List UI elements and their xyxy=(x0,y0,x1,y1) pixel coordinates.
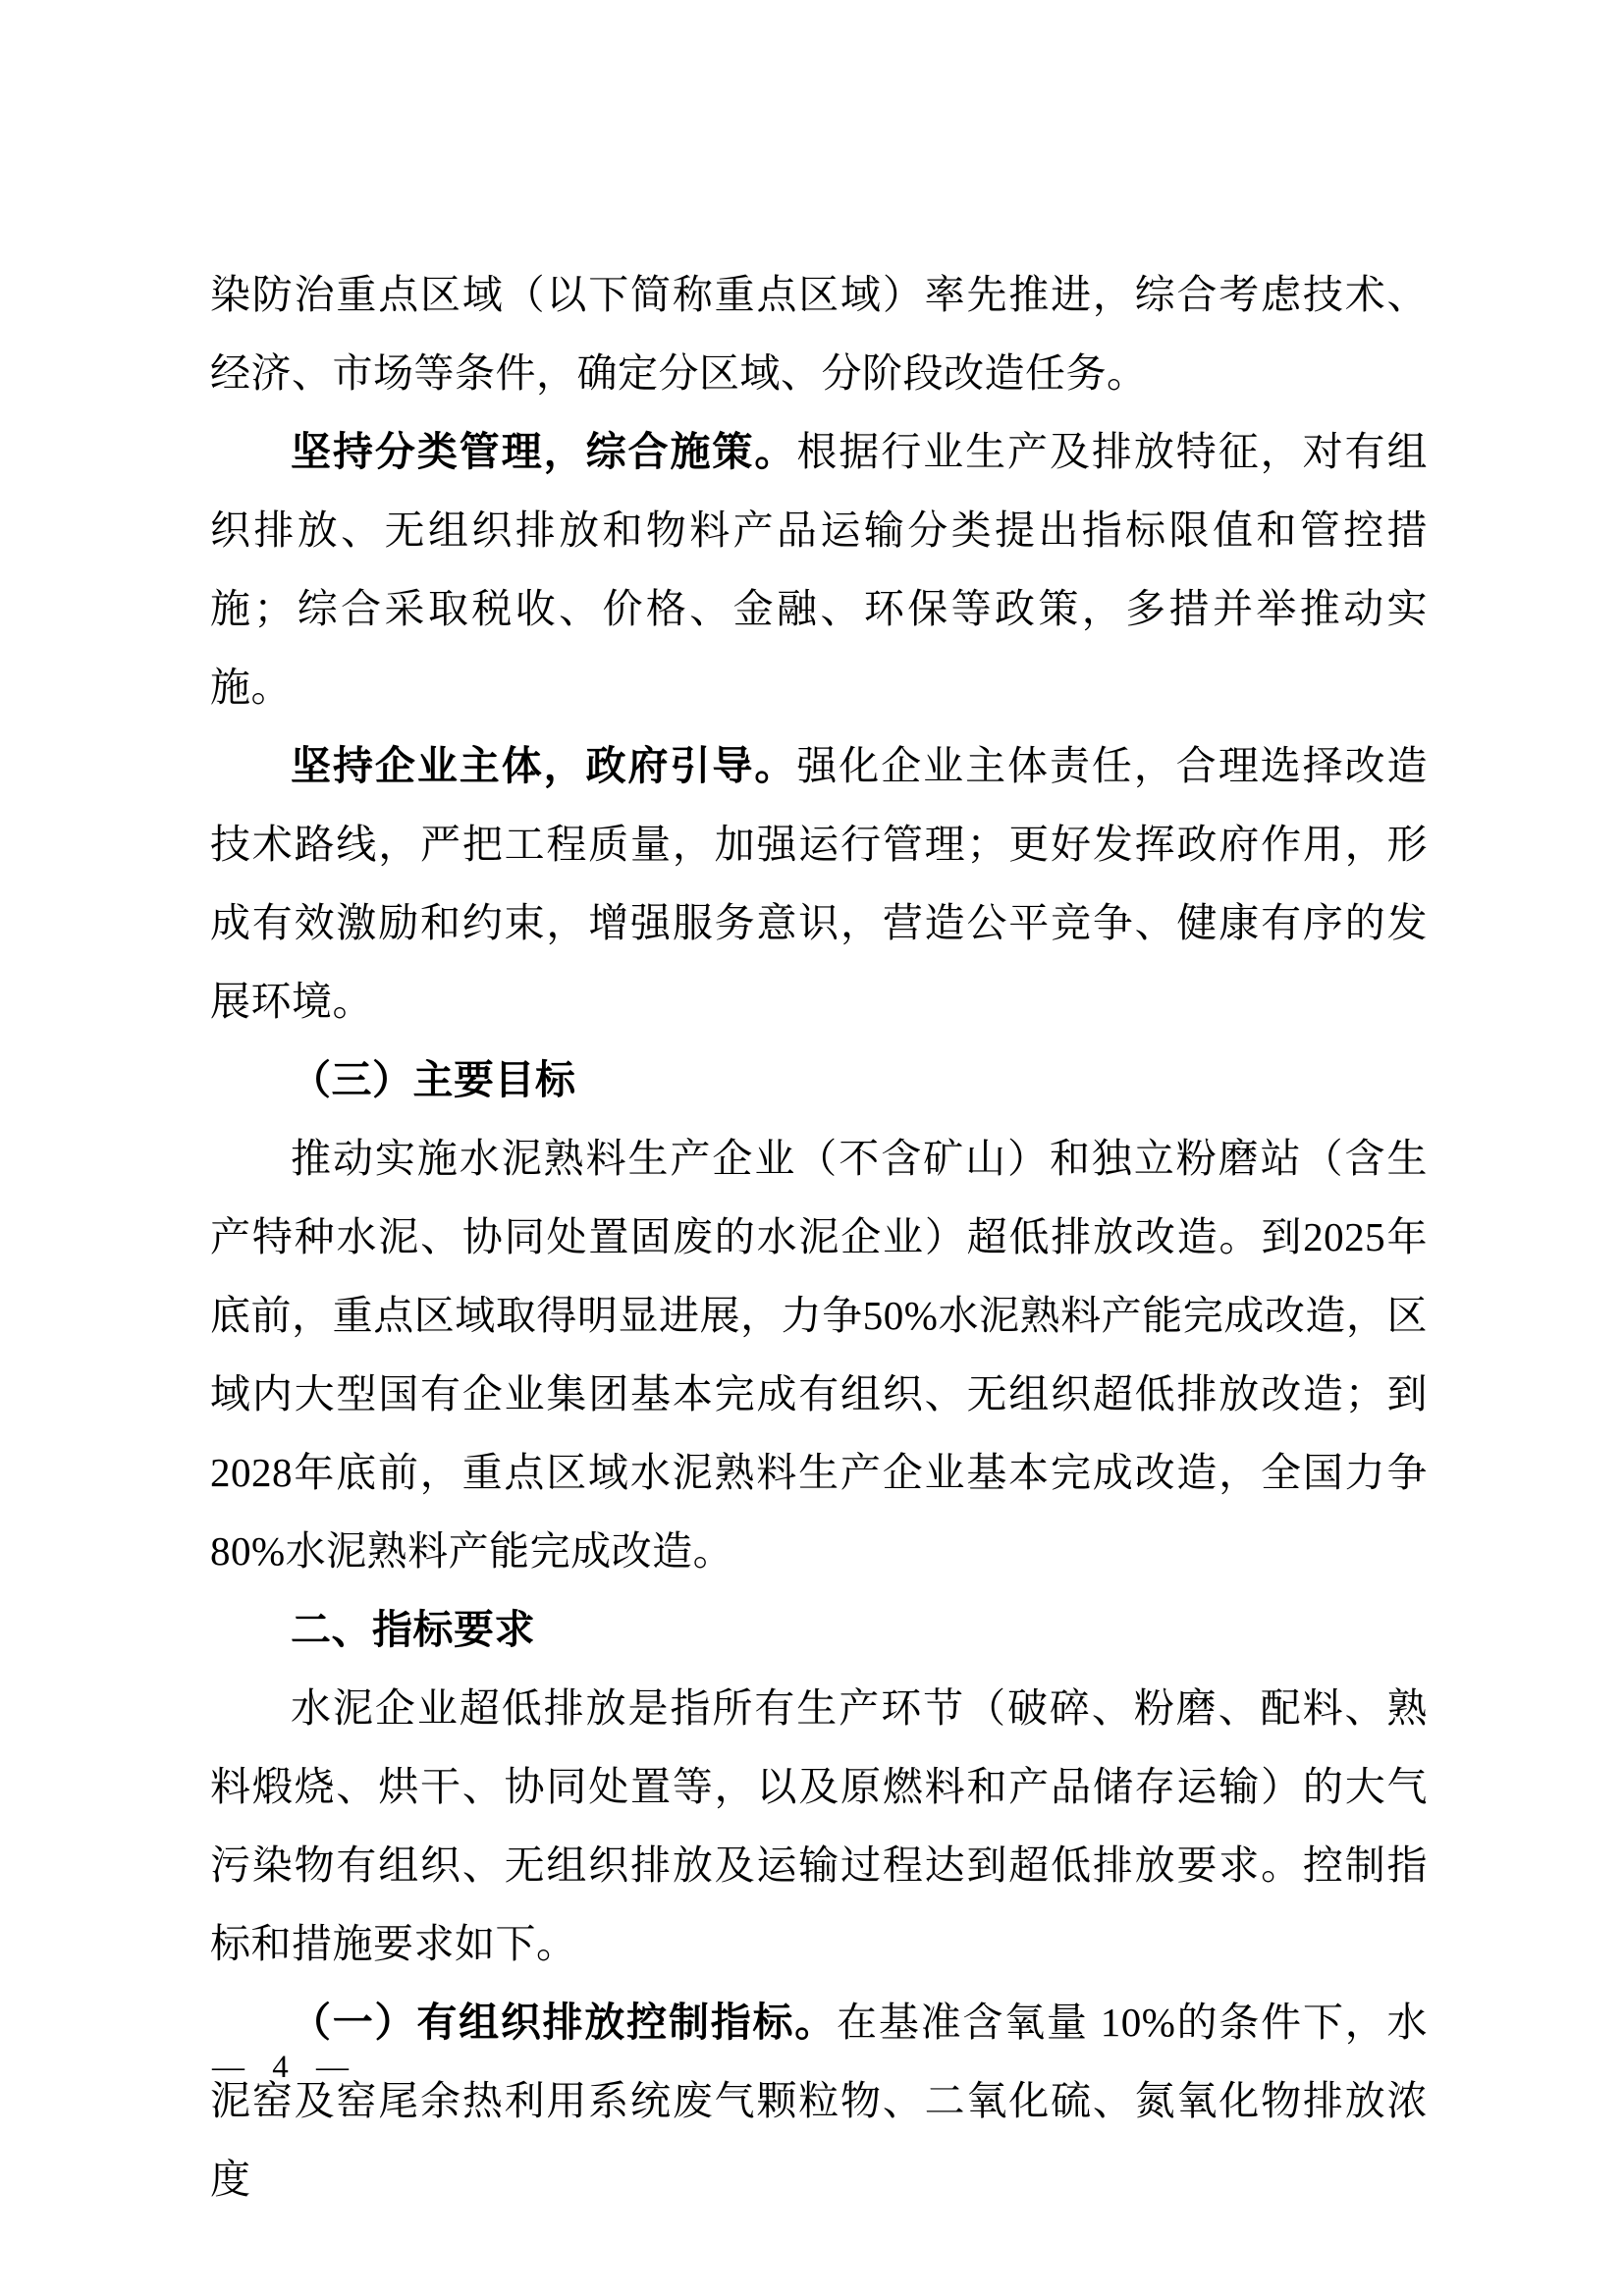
para-goals-text: 推动实施水泥熟料生产企业（不含矿山）和独立粉磨站（含生产特种水泥、协同处置固废的水泥企业）超低排放改造。到2025年底前，重点区域取得明显进展，力争50%水泥熟料产能完成改造，区域内大型国有企业集团基本完成有组织、无组织超低排放改造；到2028年底前，重点区域水泥熟料生产企业基本完成改造，全国力争80%水泥熟料产能完成改造。 xyxy=(210,1136,1428,1574)
para-continuation xyxy=(210,255,1428,412)
para-principle-classification-text: 根据行业生产及排放特征，对有组织排放、无组织排放和物料产品运输分类提出指标限值和管控措施；综合采取税收、价格、金融、环保等政策，多措并举推动实施。 xyxy=(210,429,1429,710)
page-footer xyxy=(212,2048,349,2087)
para-ultra-low-definition-text: 水泥企业超低排放是指所有生产环节（破碎、粉磨、配料、熟料煅烧、烘干、协同处置等，以及原燃料和产品储存运输）的大气污染物有组织、无组织排放及运输过程达到超低排放要求。控制指标和措施要求如下。 xyxy=(210,1685,1428,1966)
para-organized-emission-lead: （一）有组织排放控制指标。 xyxy=(291,2000,838,2045)
para-goals xyxy=(210,1119,1428,1590)
para-principle-classification-lead: 坚持分类管理，综合施策。 xyxy=(291,429,797,474)
heading-indicator-requirements xyxy=(210,1590,1428,1669)
para-principle-classification xyxy=(210,412,1428,726)
document-body xyxy=(210,255,1428,2218)
para-continuation-text: 染防治重点区域（以下简称重点区域）率先推进，综合考虑技术、经济、市场等条件，确定分区域、分阶段改造任务。 xyxy=(210,272,1428,396)
heading-main-goals xyxy=(210,1041,1428,1119)
para-organized-emission-text: 在基准含氧量 10%的条件下，水泥窑及窑尾余热利用系统废气颗粒物、二氧化硫、氮氧化物排放浓度 xyxy=(210,2000,1428,2202)
para-organized-emission xyxy=(210,1983,1428,2218)
page-number: — 4 — xyxy=(212,2050,349,2085)
heading-indicator-requirements-text: 二、指标要求 xyxy=(291,1607,535,1652)
para-ultra-low-definition xyxy=(210,1669,1428,1983)
para-principle-enterprise xyxy=(210,726,1428,1041)
heading-main-goals-text: （三）主要目标 xyxy=(291,1057,576,1102)
para-principle-enterprise-text: 强化企业主体责任，合理选择改造技术路线，严把工程质量，加强运行管理；更好发挥政府作用，形成有效激励和约束，增强服务意识，营造公平竞争、健康有序的发展环境。 xyxy=(210,743,1429,1024)
para-principle-enterprise-lead: 坚持企业主体，政府引导。 xyxy=(291,743,797,788)
